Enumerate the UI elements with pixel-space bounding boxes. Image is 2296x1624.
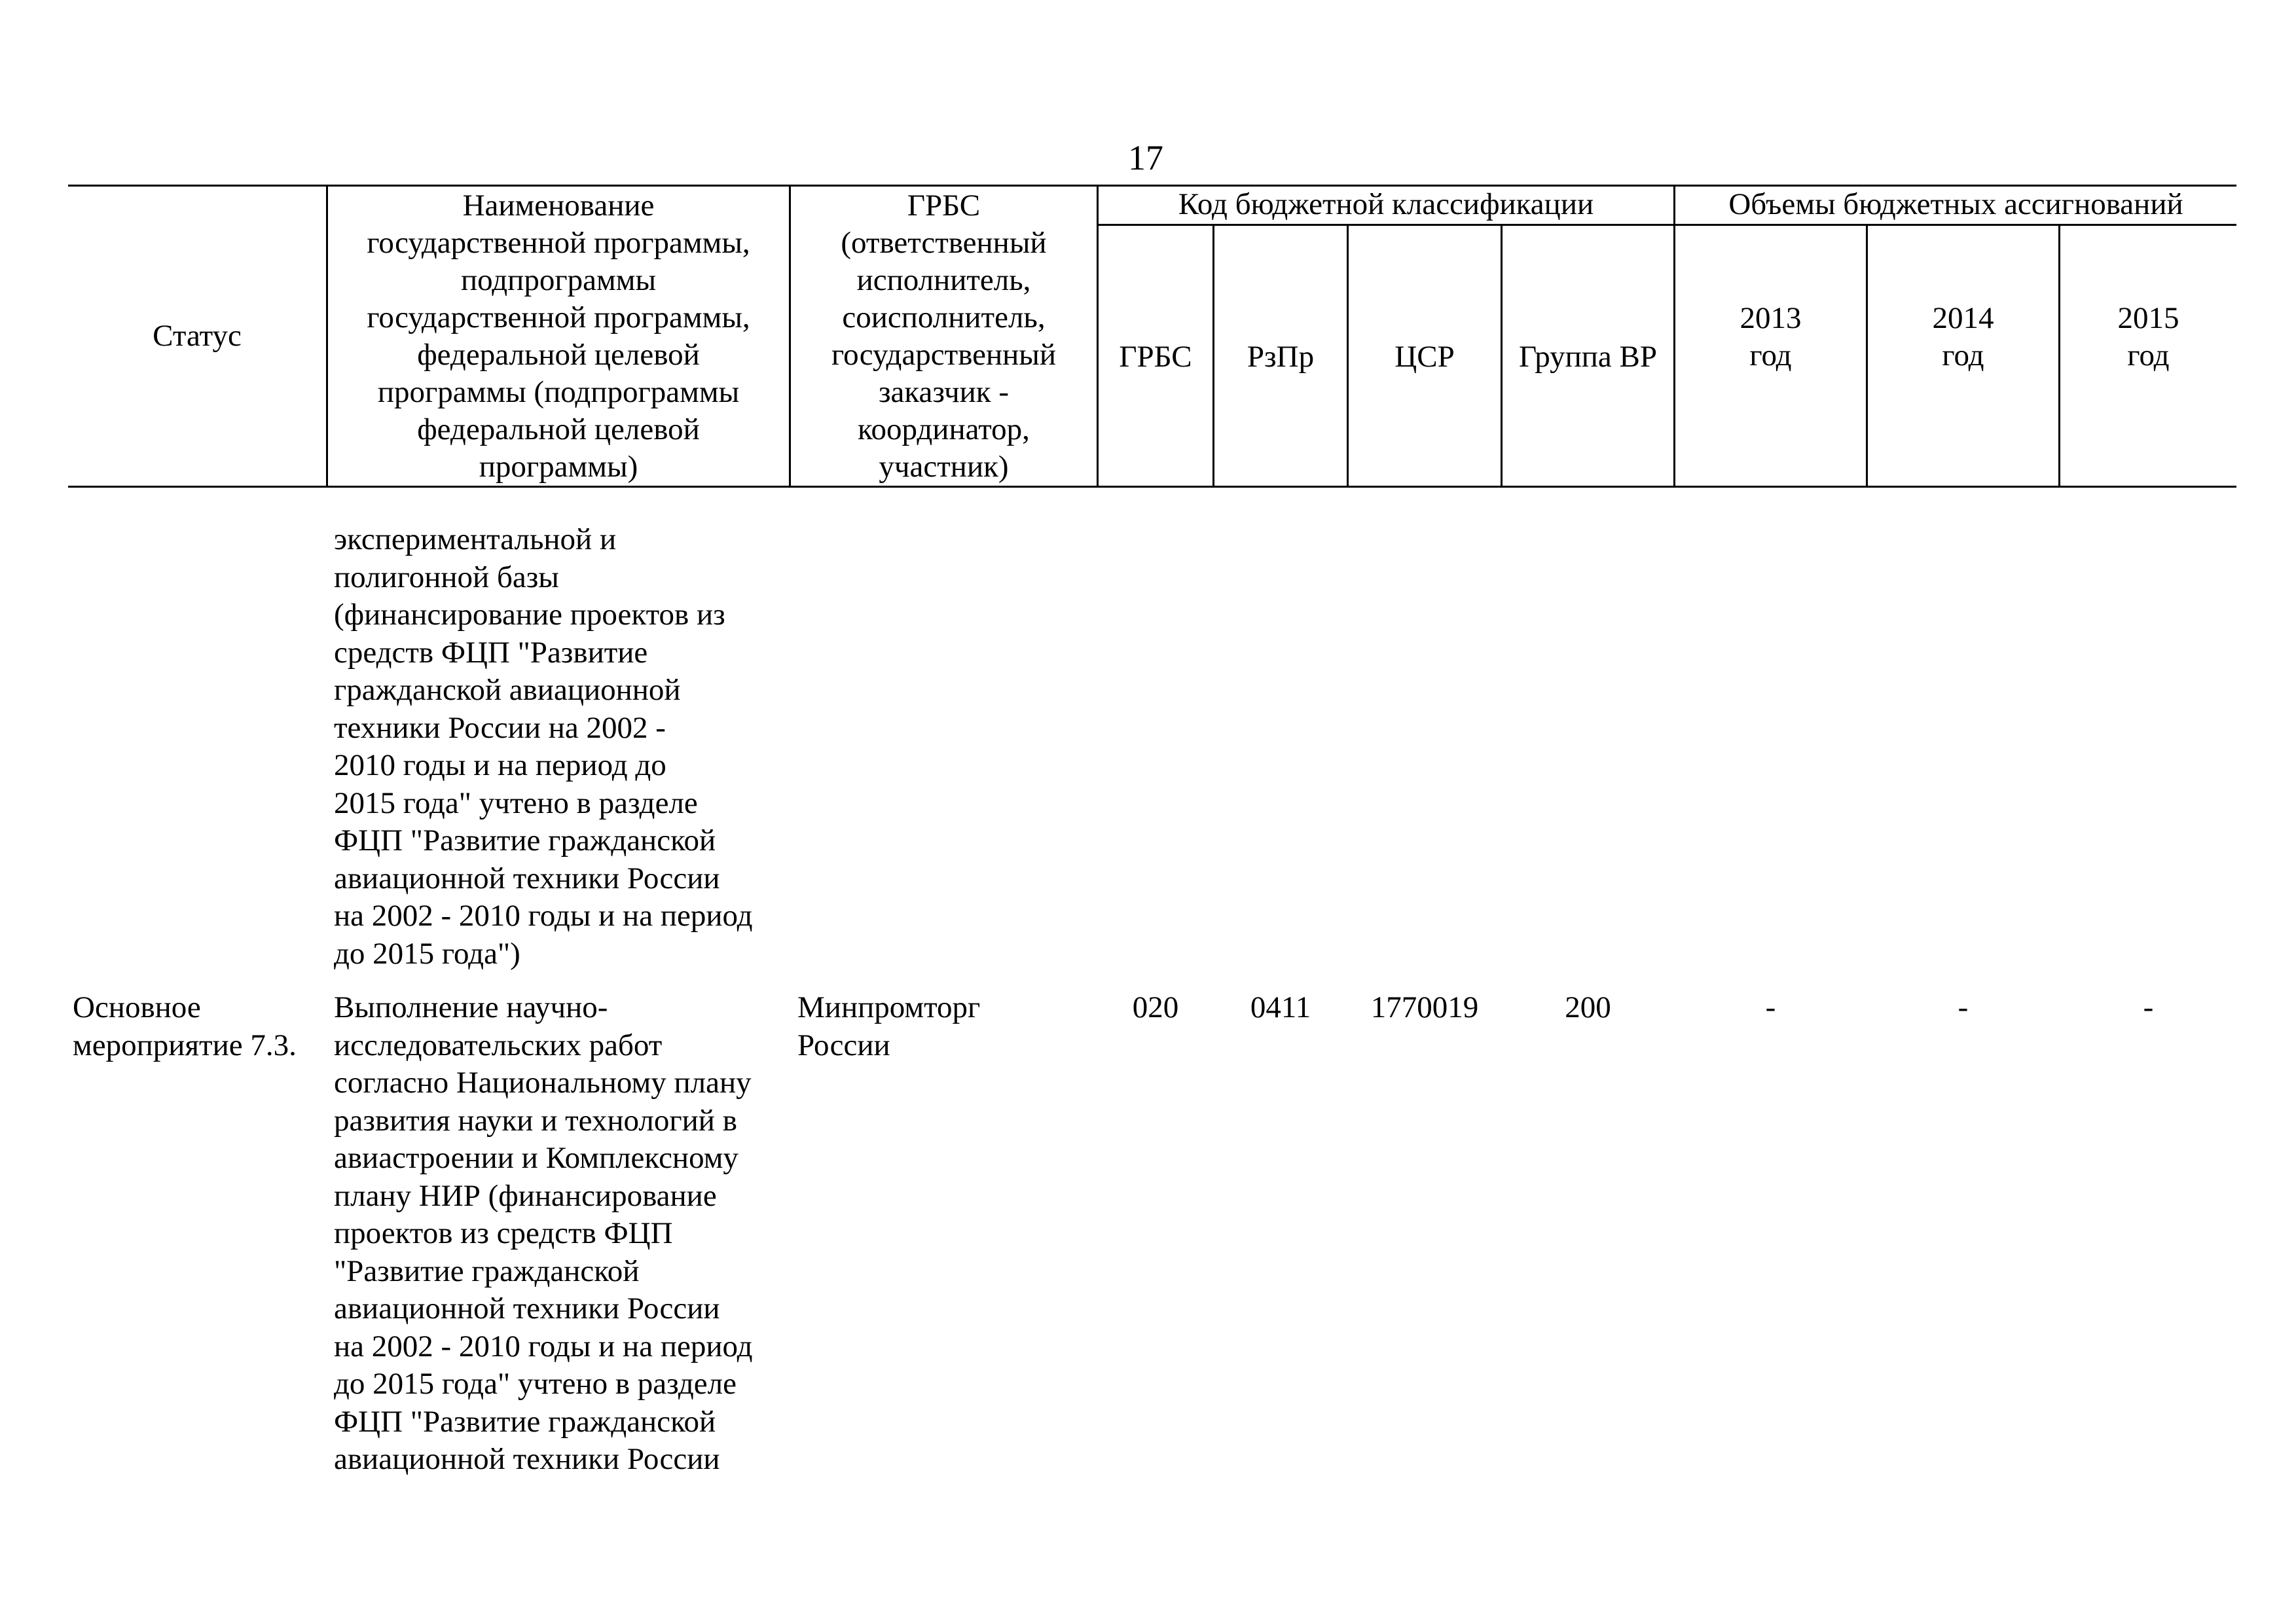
header-budget-volume-group: Объемы бюджетных ассигнований	[1728, 187, 2183, 221]
header-grbs-role: ГРБС (ответственный исполнитель, соисполнитель, государственный заказчик - координатор, участник)	[831, 188, 1057, 484]
header-year-2015: 2015 год	[2117, 301, 2179, 372]
header-year-2014: 2014 год	[1932, 301, 1994, 372]
header-grbs: ГРБС	[1119, 339, 1192, 374]
row-value-2014: -	[1958, 990, 1969, 1024]
header-status: Статус	[153, 319, 242, 353]
header-group-vr: Группа ВР	[1519, 339, 1657, 374]
table-header	[68, 185, 2236, 488]
row-csr: 1770019	[1370, 990, 1479, 1024]
header-name: Наименование государственной программы, подпрограммы государственной программы, федеральной целевой программы (подпрограммы федеральной целевой программы)	[367, 188, 750, 484]
row-name: Выполнение научно- исследовательских работ согласно Национальному плану развития науки и технологий в авиастроении и Комплексному плану НИР (финансирование проектов из средств ФЦП "Развитие гражданской авиационной техники России на 2002 - 2010 годы и на период до 2015 года" учтено в разделе ФЦП "Развитие гражданской авиационной техники России	[334, 990, 753, 1476]
row-executor: Минпромторг России	[797, 990, 981, 1062]
page-number: 17	[1128, 138, 1163, 177]
row-value-2015: -	[2143, 990, 2154, 1024]
header-csr: ЦСР	[1394, 339, 1455, 374]
row-status: Основное мероприятие 7.3.	[73, 990, 297, 1062]
row-value-2013: -	[1765, 990, 1776, 1024]
row-continuation-name: экспериментальной и полигонной базы (финансирование проектов из средств ФЦП "Развитие гражданской авиационной техники России на 2002 - 2010 годы и на период до 2015 года" учтено в разделе ФЦП "Развитие гражданской авиационной техники России на 2002 - 2010 годы и на период до 2015 года")	[334, 522, 753, 971]
row-grbs: 020	[1132, 990, 1179, 1024]
row-rzpr: 0411	[1250, 990, 1311, 1024]
row-group-vr: 200	[1565, 990, 1611, 1024]
header-year-2013: 2013 год	[1740, 301, 1802, 372]
header-budget-code-group: Код бюджетной классификации	[1178, 187, 1594, 221]
header-rzpr: РзПр	[1247, 339, 1315, 374]
